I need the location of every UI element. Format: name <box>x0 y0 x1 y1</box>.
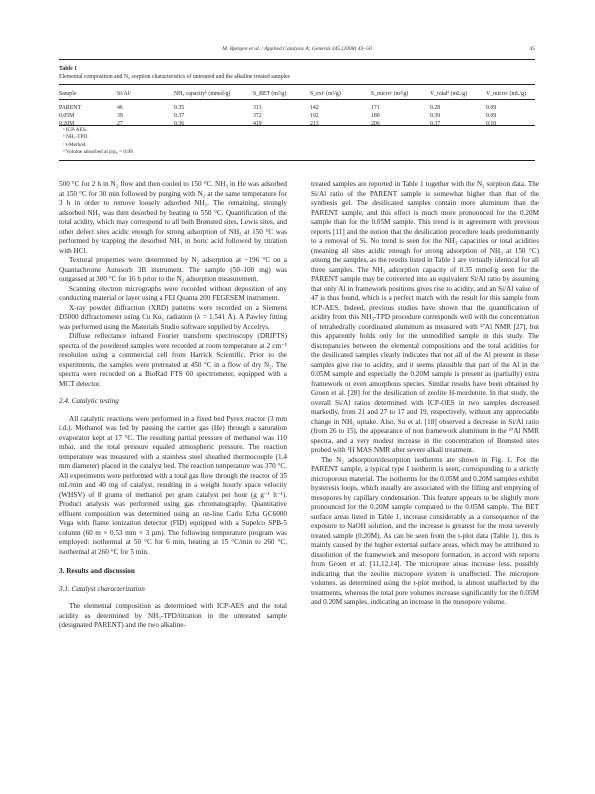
left-column <box>59 180 287 631</box>
column-header: V_microᶜ (mL/g) <box>486 90 526 97</box>
column-header: Si/Alᵃ <box>117 90 131 97</box>
paragraph: Diffuse reflectance infrared Fourier transform spectroscopy (DRIFTS) spectra of the powdered samples were recorded at room temperature at 2 cm⁻¹ resolution using a commercial cell from Harrick Scientific. Prior to the experiments, the samples were pretreated at 450 °C in a flow of dry N₂. The spectra were recorded on a BioRad FTS 60 spectrometer, equipped with a MCT detector. <box>59 332 287 388</box>
paragraph: treated samples are reported in Table 1 together with the N₂ sorption data. The Si/Al ratio of the PARENT sample is somewhat higher than that of the synthesis gel. The desilicated samples contain more aluminum than the PARENT sample, and this effect is much more pronounced for the 0.20M sample than for the 0.05M sample. This trend is in agreement with previous reports [11] and the notion that the desilication procedure leads predominantly to a removal of Si. No trend is seen for the NH₃ capacities or total acidities (meaning all sites acidic enough for strong adsorption of NH₃ at 150 °C) among the samples, as the results listed in Table 1 are virtually identical for all three samples. The NH₃ adsorption capacity of 0.35 mmol/g seen for the PARENT sample may be converted into an equivalent Si/Al ratio by assuming that only Al in framework positions gives rise to acidity, and an Si/Al value of 47 is thus found, which is a perfect match with the result for this sample from ICP-AES. Indeed, previous studies have shown that the quantification of acidity from this NH₃-TPD procedure corresponds well with the concentration of tetrahedrally coordinated aluminum as measured with ²⁷Al NMR [27], but this apparently holds only for the unmodified sample in this study. The discrepancies between the elemental compositions and the total acidities for the desilicated samples clearly indicates that not all of the Al present in these samples give rise to acidity, and it seems plausible that part of the Al in the 0.05M sample and especially the 0.20M sample is present as (partially) extra framework or even amorphous species. Similar results have been obtained by Groen et al. [28] for the desilication of zeolite H-mordenite. In that study, the overall Si/Al ratios determined with ICP-OES in two samples decreased markedly, from 21 and 27 to 17 and 19, respectively, without any appreciable change in NH₃ uptake. Also, Su et al. [18] observed a decrease in Si/Al ratio (from 26 to 15), the appearance of non framework aluminum in the ²⁷Al NMR spectra, and a very modest increase in the concentration of Brønsted sites probed with ¹H MAS NMR after severe alkali treatment. <box>311 180 539 454</box>
table-cell: PARENT <box>59 105 82 111</box>
table-cell: 0.10 <box>486 121 497 127</box>
table-cell: 0.39 <box>430 113 441 119</box>
table-row <box>59 112 535 120</box>
footnote: ᶜ t-Method. <box>63 141 87 148</box>
column-header: V_totalᵈ (mL/g) <box>430 90 468 97</box>
table-cell: 0.37 <box>430 121 441 127</box>
footnote: ᵈ Volume adsorbed at p/p₀ = 0.99. <box>63 148 135 155</box>
table-header-row <box>59 88 535 100</box>
table-row <box>59 104 535 112</box>
table-cell: 0.09 <box>486 113 497 119</box>
subsection-heading: 3.1. Catalyst characterization <box>59 584 145 593</box>
paragraph: Textural properties were determined by N₂ adsorption at −196 °C on a Quantachrome Autosorb 3B instrument. The sample (50–100 mg) was outgassed at 300 °C for 16 h prior to the N₂ adsorption measurement. <box>59 256 287 283</box>
table-top-rule <box>59 84 535 85</box>
table-cell: 0.09 <box>486 105 497 111</box>
table-cell: 0.35 <box>174 105 185 111</box>
paragraph: 500 °C for 2 h in N₂ flow and then cooled to 150 °C. NH₃ in He was adsorbed at 150 °C for 30 min followed by purging with N₂ at the same temperature for 3 h in order to remove loosely adsorbed NH₃. The remaining, strongly adsorbed NH₃ was then desorbed by heating to 550 °C. Quantification of the total acidity, which may correspond to all both Brønsted sites, Lewis sites, and other defect sites acidic enough for strong adsorption of NH₃ at 150 °C was performed by trapping the desorbed NH₃ in boric acid followed by titration with HCl. <box>59 180 287 255</box>
paragraph: The N₂ adsorption/desorption isotherms are shown in Fig. 1. For the PARENT sample, a typical type I isotherm is seen, corresponding to a strictly microporous material. The isotherms for the 0.05M and 0.20M samples exhibit hysteresis loops, which usually are associated with the filling and emptying of mesopores by capillary condensation. This feature appears to be slightly more pronounced for the 0.20M sample compared to the 0.05M sample. The BET surface areas listed in Table 1, increase considerably as a consequence of the exposure to NaOH solution, and the increase is greatest for the most severely treated sample (0.20M). As can be seen from the t-plot data (Table 1), this is mainly caused by the higher external surface areas, which may be attributed to dissolution of the framework and mesopore formation, in accord with reports from Groen et al. [11,12,14]. The micropore areas increase less, possibly indicating that the zeolite micropore system is unaffected. The micropore volumes, as determined using the t-plot method, is almost unaffected by the treatments, whereas the total pore volumes increase significantly for the 0.05M and 0.20M samples, indicating an increase in the mesopore volume. <box>311 455 539 606</box>
header-rule <box>59 59 535 60</box>
table-cell: 180 <box>371 113 380 119</box>
table-cell: 142 <box>310 105 319 111</box>
right-column <box>311 180 539 608</box>
column-header: S_extᶜ (m²/g) <box>310 90 341 97</box>
column-header: NH₃ capacityᵇ (mmol/g) <box>174 90 231 97</box>
table-footnotes <box>59 127 134 156</box>
table-cell: 419 <box>253 121 262 127</box>
table-cell: 0.20M <box>59 121 75 127</box>
table-cell: 213 <box>310 121 319 127</box>
footnote-rule <box>59 160 535 161</box>
subsection-heading: 2.4. Catalytic testing <box>59 397 119 405</box>
paragraph: X-ray powder diffraction (XRD) patterns were recorded on a Siemens D5000 diffractometer using Cu Kα₁ radiation (λ = 1.541 Å). A Pawley fitting was performed using the Materials Studio software supplied by Accelrys. <box>59 303 287 331</box>
paragraph: The elemental composition as determined with ICP-AES and the total acidity as determined by NH₃-TPD/titration in the untreated sample (designated PARENT) and the two alkaline- <box>59 602 287 629</box>
table-cell: 0.28 <box>430 105 441 111</box>
footnote: ᵇ NH₃-TPD. <box>63 134 89 141</box>
table-cell: 0.37 <box>174 113 185 119</box>
column-header: S_microᶜ (m²/g) <box>371 90 409 97</box>
paragraph: Scanning electron micrographs were recorded without deposition of any conducting material or layer using a FEI Quanta 200 FEGESEM instrument. <box>59 284 287 302</box>
table-cell: 0.05M <box>59 113 75 119</box>
table-cell: 27 <box>117 121 123 127</box>
table-cell: 0.36 <box>174 121 185 127</box>
table-bottom-rule <box>59 125 535 126</box>
page-number: 45 <box>529 46 535 52</box>
table-cell: 313 <box>253 105 262 111</box>
table-cell: 372 <box>253 113 262 119</box>
running-header <box>59 46 535 56</box>
journal-citation: M. Bjørgen et al. / Applied Catalysis A: General 345 (2008) 43–50 <box>222 46 372 52</box>
table-cell: 192 <box>310 113 319 119</box>
section-heading: 3. Results and discussion <box>59 567 135 575</box>
column-header: S_BET (m²/g) <box>253 90 287 97</box>
table-cell: 46 <box>117 105 123 111</box>
data-table <box>59 88 535 128</box>
table-label: Table 1 <box>59 66 77 72</box>
column-header: Sample <box>59 90 77 97</box>
table-cell: 171 <box>371 105 380 111</box>
footnote: ᵃ ICP-AES. <box>63 127 88 133</box>
paragraph: All catalytic reactions were performed in a fixed bed Pyrex reactor (3 mm i.d.). Methanol was fed by passing the carrier gas (He) through a saturation evaporator kept at 17 °C. The resulting partial pressure of methanol was 110 mbar, and the total pressure equaled atmospheric pressure. The reaction temperature was measured with a stainless steel sheathed thermocouple (1.4 mm diameter) placed in the catalyst bed. The reaction temperature was 370 °C. All experiments were performed with a total gas flow through the reactor of 35 mL/min and 40 mg of catalyst, resulting in a weight hourly space velocity (WHSV) of 8 grams of methanol per gram catalyst per hour (g g⁻¹ h⁻¹). Product analysis was performed using gas chromatography. Quantitative effluent composition was determined using an on-line Carlo Erba GC6000 Vega with flame ionization detector (FID) equipped with a Supelco SPB-5 column (60 m × 0.53 mm × 3 μm). The following temperature program was employed: isothermal at 50 °C for 6 min, heating at 15 °C/min to 260 °C, isothermal at 260 °C for 5 min. <box>59 414 287 556</box>
table-caption: Elemental composition and N₂ sorption characteristics of untreated and the alkaline treated samples <box>59 74 290 80</box>
table-cell: 39 <box>117 113 123 119</box>
table-cell: 206 <box>371 121 380 127</box>
